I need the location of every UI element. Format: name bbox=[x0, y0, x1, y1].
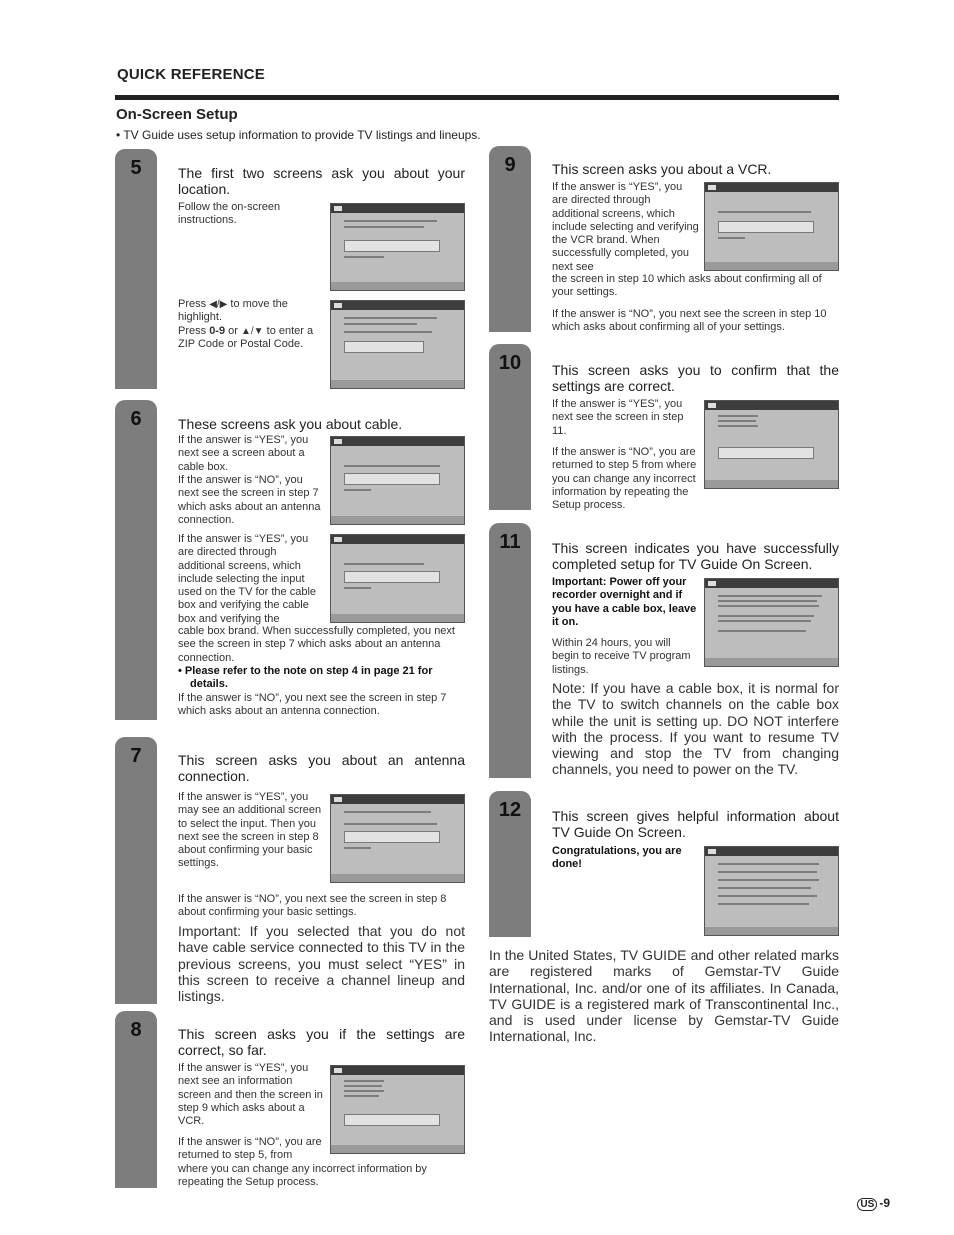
step-8-text-2b: where you can change any incorrect information by repeating the Setup process. bbox=[178, 1163, 427, 1189]
step-10-lead: This screen asks you to confirm that the settings are correct. bbox=[552, 362, 839, 394]
left-right-arrows-icon: ◀/▶ bbox=[209, 299, 228, 310]
screenshot-setup-complete bbox=[704, 578, 839, 667]
screenshot-settings-so-far bbox=[330, 1065, 465, 1154]
page-subtitle: On-Screen Setup bbox=[116, 106, 238, 123]
step-11-text-1: Within 24 hours, you will begin to receive TV program listings. bbox=[552, 637, 691, 676]
step-7-tab bbox=[115, 737, 157, 1004]
step-6-note: • Please refer to the note on step 4 in page 21 for details. bbox=[178, 665, 433, 691]
step-11-note: Note: If you have a cable box, it is normal for the TV to switch channels on the cable box while the unit is setting up. DO NOT interfere with the process. If you want to resume TV viewing and stop the TV from changing channels, you need to power on the TV. bbox=[552, 680, 839, 778]
us-region-badge: US bbox=[857, 1198, 877, 1211]
screenshot-cable-input bbox=[330, 534, 465, 623]
step-5-number: 5 bbox=[130, 157, 142, 179]
step-6-text-4: If the answer is “NO”, you next see the screen in step 7 which asks about an antenna connection. bbox=[178, 692, 447, 718]
step-12-congrats: Congratulations, you are done! bbox=[552, 845, 682, 871]
step-9-text-1b: the screen in step 10 which asks about confirming all of your settings. bbox=[552, 273, 822, 299]
step-6-text-1: If the answer is “YES”, you next see a screen about a cable box. bbox=[178, 434, 309, 473]
step-11-tab bbox=[489, 523, 531, 778]
step-11-lead: This screen indicates you have successfully completed setup for TV Guide On Screen. bbox=[552, 540, 839, 572]
step-7-important: Important: If you selected that you do not have cable service connected to this TV in the previous screens, you must select “YES” in this screen to receive a channel lineup and listings. bbox=[178, 923, 465, 1005]
header-rule bbox=[115, 95, 839, 100]
step-7-lead: This screen asks you about an antenna connection. bbox=[178, 752, 465, 784]
screenshot-antenna bbox=[330, 794, 465, 883]
screenshot-zip-code bbox=[330, 300, 465, 389]
step-10-number: 10 bbox=[498, 352, 522, 374]
step-6-number: 6 bbox=[130, 408, 142, 430]
step-6-text-2: If the answer is “NO”, you next see the screen in step 7 which asks about an antenna connection. bbox=[178, 474, 321, 526]
step-10-tab bbox=[489, 344, 531, 510]
trademark-notice: In the United States, TV GUIDE and other related marks are registered marks of Gemstar-TV Guide International, Inc. and/or one of its affiliates. In Canada, TV GUIDE is a registered mark of Transcontinental Inc., and is used under license by Gemstar-TV Guide International, Inc. bbox=[489, 947, 839, 1045]
step-9-text-2: If the answer is “NO”, you next see the screen in step 10 which asks about confirming all of your settings. bbox=[552, 308, 827, 334]
screenshot-vcr bbox=[704, 182, 839, 271]
step-5-lead: The first two screens ask you about your location. bbox=[178, 165, 465, 197]
step-8-text-1: If the answer is “YES”, you next see an information screen and then the screen in step 9 which asks about a VCR. bbox=[178, 1062, 323, 1128]
intro-bullet: • TV Guide uses setup information to provide TV listings and lineups. bbox=[116, 128, 481, 142]
step-8-text-2a: If the answer is “NO”, you are returned to step 5, from bbox=[178, 1136, 322, 1162]
step-7-text-2: If the answer is “NO”, you next see the screen in step 8 about confirming your basic settings. bbox=[178, 893, 447, 919]
step-8-number: 8 bbox=[130, 1019, 142, 1041]
step-9-lead: This screen asks you about a VCR. bbox=[552, 161, 772, 177]
screenshot-helpful-info bbox=[704, 846, 839, 936]
up-down-arrows-icon: ▲/▼ bbox=[241, 325, 264, 337]
step-7-text-1: If the answer is “YES”, you may see an additional screen to select the input. Then you next see the screen in step 8 about confirming your basic settings. bbox=[178, 791, 322, 870]
step-9-tab bbox=[489, 146, 531, 332]
page-number: US -9 bbox=[857, 1196, 890, 1211]
step-8-lead: This screen asks you if the settings are correct, so far. bbox=[178, 1026, 465, 1058]
step-12-tab bbox=[489, 791, 531, 937]
section-title: QUICK REFERENCE bbox=[117, 66, 266, 83]
screenshot-confirm-settings bbox=[704, 400, 839, 489]
step-12-lead: This screen gives helpful information about TV Guide On Screen. bbox=[552, 808, 839, 840]
step-5-text-2: Press ◀/▶ to move the highlight. Press 0-9 or ▲/▼ to enter a ZIP Code or Postal Code. bbox=[178, 298, 314, 350]
screenshot-cable-box bbox=[330, 436, 465, 525]
step-8-tab bbox=[115, 1011, 157, 1188]
step-10-text-1: If the answer is “YES”, you next see the screen in step 11. bbox=[552, 398, 684, 437]
step-6-tab bbox=[115, 400, 157, 720]
screenshot-location bbox=[330, 203, 465, 291]
step-5-text-1: Follow the on-screen instructions. bbox=[178, 201, 281, 227]
step-5-tab bbox=[115, 149, 157, 389]
step-12-number: 12 bbox=[498, 799, 522, 821]
step-6-text-3b: cable box brand. When successfully completed, you next see the screen in step 7 which asks about an antenna connection. bbox=[178, 625, 455, 664]
step-6-lead: These screens ask you about cable. bbox=[178, 416, 403, 432]
step-11-number: 11 bbox=[499, 531, 521, 553]
step-10-text-2: If the answer is “NO”, you are returned to step 5 from where you can change any incorrect information by repeating the Setup process. bbox=[552, 446, 697, 512]
step-7-number: 7 bbox=[130, 745, 142, 767]
step-6-text-3a: If the answer is “YES”, you are directed through additional screens, which include selecting the input used on the TV for the cable box and verifying the cable box and verifying the bbox=[178, 533, 316, 625]
step-9-text-1a: If the answer is “YES”, you are directed through additional screens, which include selecting and verifying the VCR brand. When successfully completed, you next see bbox=[552, 181, 699, 273]
step-11-important: Important: Power off your recorder overnight and if you have a cable box, leave it on. bbox=[552, 576, 697, 628]
step-9-number: 9 bbox=[504, 154, 516, 176]
